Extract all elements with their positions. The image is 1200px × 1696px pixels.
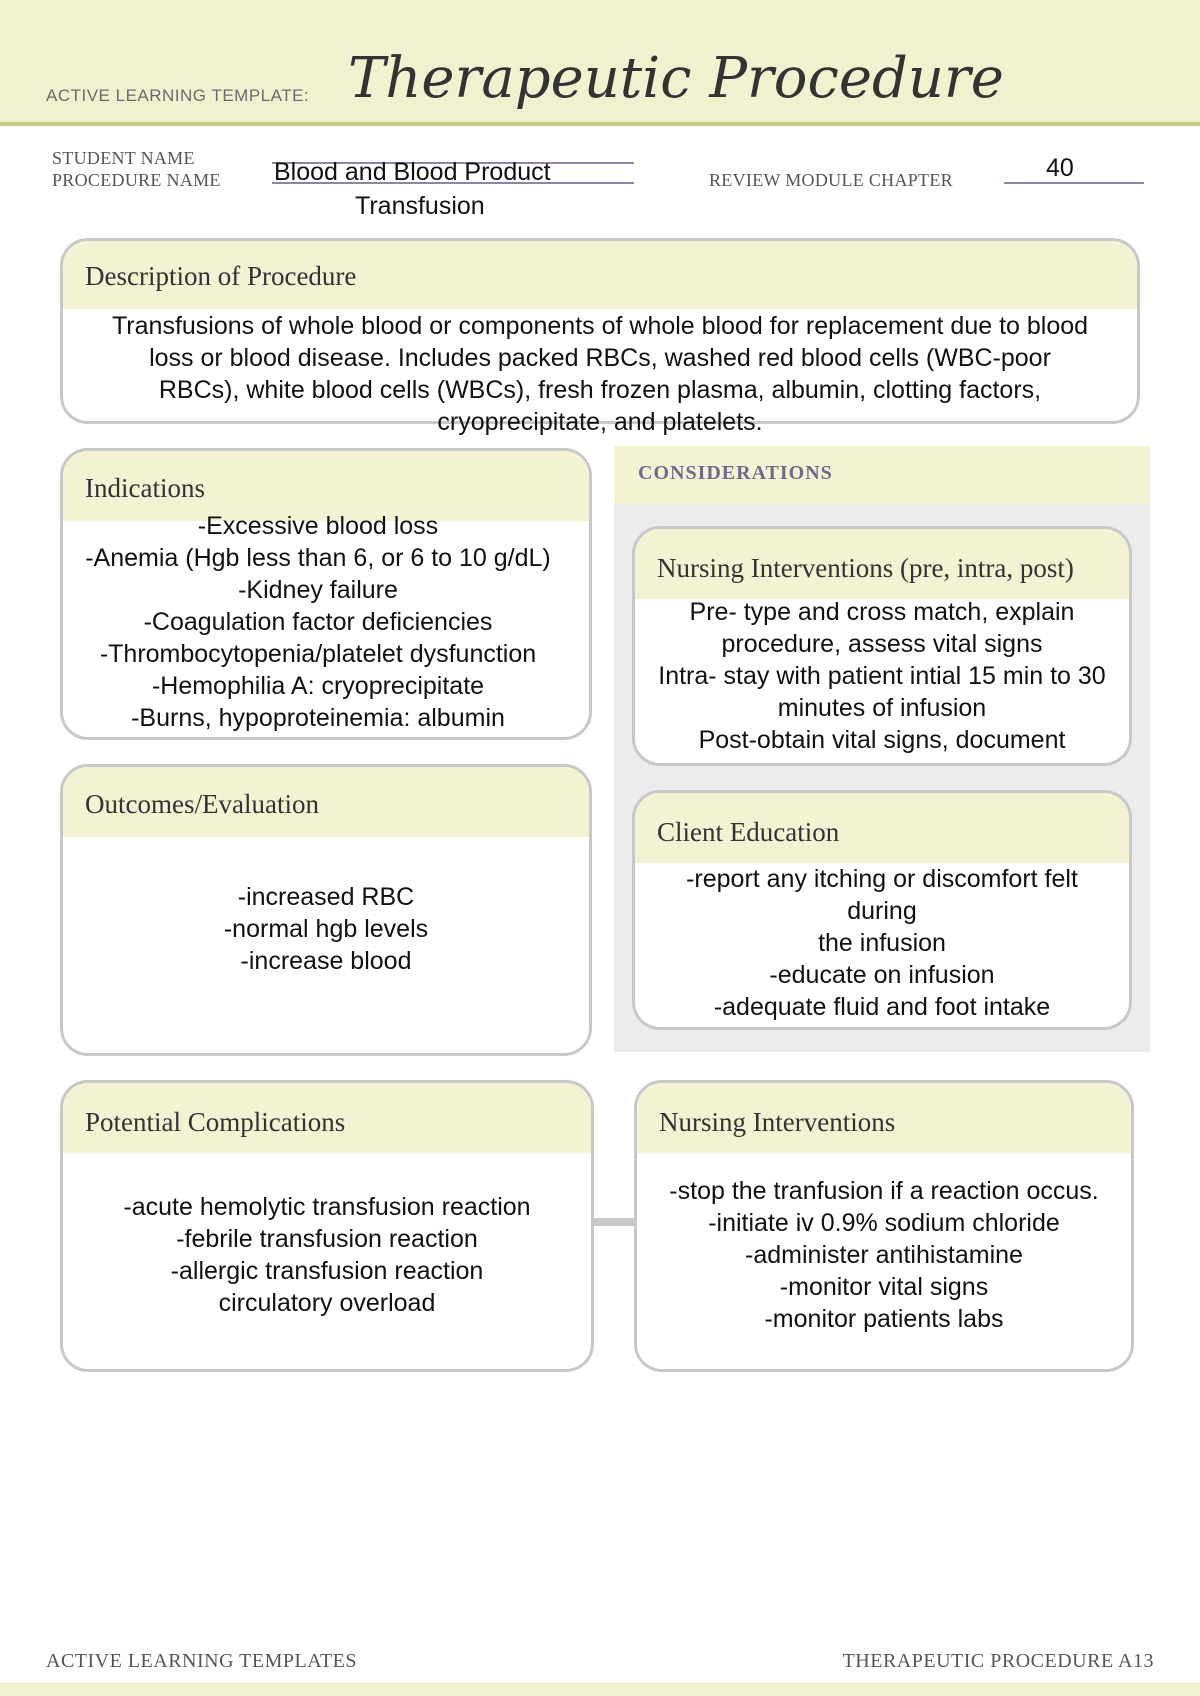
indications-title: Indications: [63, 451, 589, 521]
indications-text[interactable]: -Excessive blood loss -Anemia (Hgb less than 6, or 6 to 10 g/dL) -Kidney failure -Coagulation factor deficiencies -Thrombocytopenia/platelet dysfunction -Hemophilia A: cryoprecipitate -Burns, hypoproteinemia: albumin: [85, 512, 551, 732]
student-name-label: STUDENT NAME: [52, 148, 195, 168]
procedure-name-label: PROCEDURE NAME: [52, 170, 221, 190]
template-label: ACTIVE LEARNING TEMPLATE:: [46, 86, 310, 105]
client-education-box: [632, 790, 1132, 1030]
nursing-interventions-box: [634, 1080, 1134, 1372]
outcomes-box: [60, 764, 592, 1056]
nursing-interventions-pre-text[interactable]: Pre- type and cross match, explain procedure, assess vital signs Intra- stay with patient intial 15 min to 30 minutes of infusion Post-obtain vital signs, document: [658, 598, 1106, 754]
review-module-value[interactable]: 40: [1046, 154, 1074, 182]
complications-title: Potential Complications: [63, 1083, 591, 1153]
complications-text[interactable]: -acute hemolytic transfusion reaction -febrile transfusion reaction -allergic transfusion reaction circulatory overload: [123, 1193, 531, 1317]
client-education-title: Client Education: [635, 793, 1129, 863]
outcomes-title: Outcomes/Evaluation: [63, 767, 589, 837]
client-education-text[interactable]: -report any itching or discomfort felt during the infusion -educate on infusion -adequate fluid and foot intake: [686, 865, 1078, 1021]
footer-right: THERAPEUTIC PROCEDURE A13: [842, 1650, 1154, 1672]
procedure-name-value-line1[interactable]: Blood and Blood Product: [274, 158, 551, 186]
nursing-interventions-pre-title: Nursing Interventions (pre, intra, post): [635, 529, 1129, 599]
nursing-interventions-title: Nursing Interventions: [637, 1083, 1131, 1153]
description-text[interactable]: Transfusions of whole blood or components of whole blood for replacement due to blood loss or blood disease. Includes packed RBCs, washed red blood cells (WBC-poor RBCs), white blood cells (WBCs), fresh frozen plasma, albumin, clotting factors, cryoprecipitate, and platelets.: [111, 312, 1089, 436]
complications-box: [60, 1080, 594, 1372]
nursing-interventions-text[interactable]: -stop the tranfusion if a reaction occus. -initiate iv 0.9% sodium chloride -administer antihistamine -monitor vital signs -monitor patients labs: [669, 1177, 1099, 1333]
considerations-title: CONSIDERATIONS: [638, 462, 833, 484]
footer-left: ACTIVE LEARNING TEMPLATES: [46, 1650, 358, 1672]
outcomes-text[interactable]: -increased RBC -normal hgb levels -increase blood: [223, 883, 429, 975]
procedure-name-value-line2[interactable]: Transfusion: [355, 192, 485, 220]
review-module-label: REVIEW MODULE CHAPTER: [709, 170, 953, 190]
description-title: Description of Procedure: [63, 241, 1137, 309]
footer-band: [0, 1682, 1200, 1696]
review-module-line: [1004, 182, 1144, 184]
box-connector: [592, 1218, 636, 1226]
page-title: Therapeutic Procedure: [348, 46, 1004, 111]
